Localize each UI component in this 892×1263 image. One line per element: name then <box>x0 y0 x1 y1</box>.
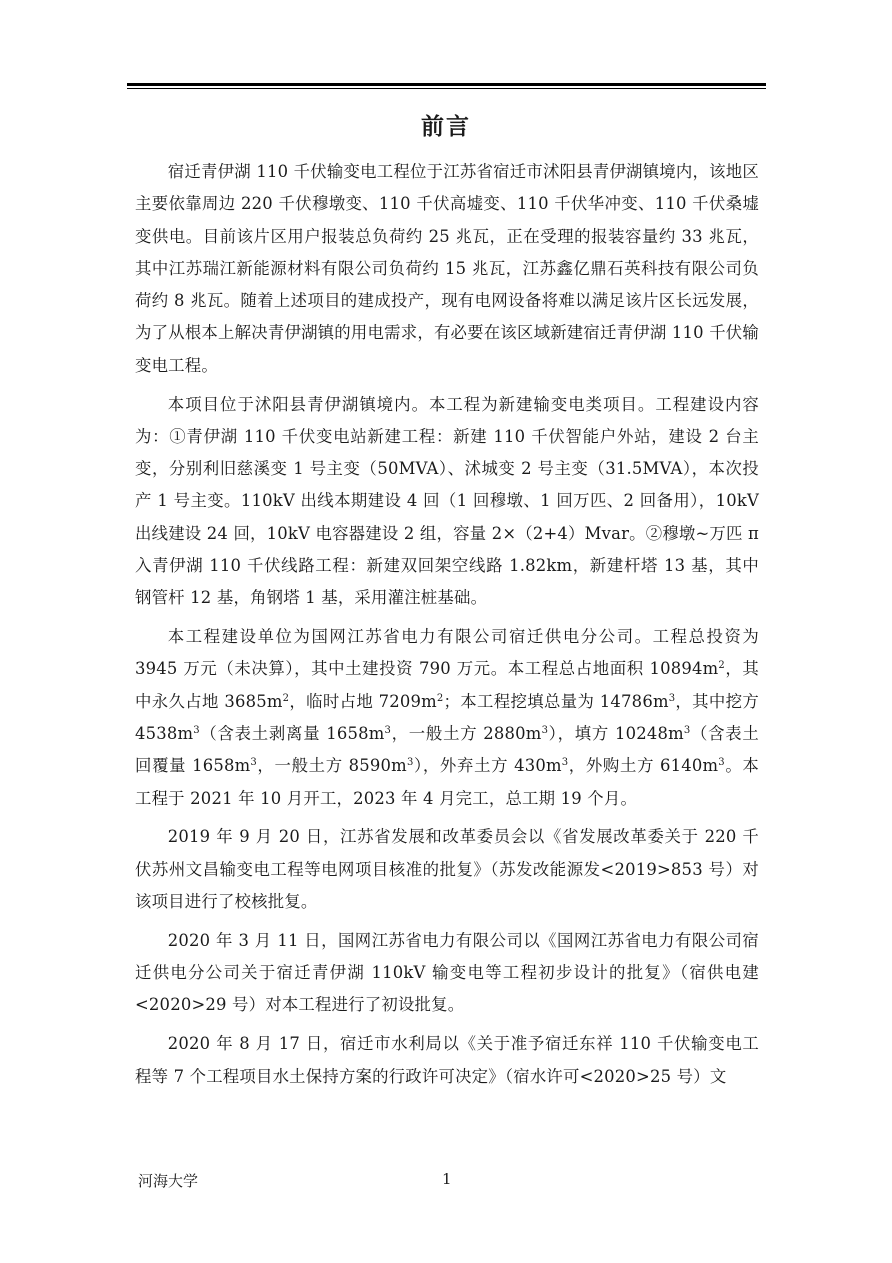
page-number: 1 <box>442 1170 452 1188</box>
paragraph-approval-2020-design: 2020 年 3 月 11 日，国网江苏省电力有限公司以《国网江苏省电力有限公司宿迁供电分公司关于宿迁青伊湖 110kV 输变电等工程初步设计的批复》（宿供电建<2020>29 号）对本工程进行了初设批复。 <box>135 930 759 1015</box>
unit-superscript: 3 <box>541 725 549 737</box>
paragraph-text-segment: ，临时占地 7209m <box>289 691 437 711</box>
body-text <box>135 156 759 1099</box>
unit-superscript: 2 <box>282 692 290 704</box>
paragraph-text-segment: 。本工程于 2021 年 10 月开工，2023 年 4 月完工，总工期 19 个月。 <box>135 756 760 808</box>
unit-superscript: 3 <box>406 757 414 769</box>
header-rule-thick <box>127 83 766 86</box>
paragraph-investment <box>135 621 759 815</box>
header-rule-thin <box>127 88 766 89</box>
page-title: 前言 <box>421 113 471 140</box>
paragraph-text-segment: ；本工程挖填总量为 14786m <box>443 691 669 711</box>
paragraph-approval-2019: 2019 年 9 月 20 日，江苏省发展和改革委员会以《省发展改革委关于 220 千伏苏州文昌输变电工程等电网项目核准的批复》（苏发改能源发<2019>853 号）对该项目进行了校核批复。 <box>135 827 759 912</box>
paragraph-text-segment: （含表土剥离量 1658m <box>199 724 385 744</box>
unit-superscript: 3 <box>683 725 691 737</box>
paragraph-construction-content: 本项目位于沭阳县青伊湖镇境内。本工程为新建输变电类项目。工程建设内容为：①青伊湖 110 千伏变电站新建工程：新建 110 千伏智能户外站，建设 2 台主变，分别利旧慈溪变 1 号主变（50MVA）、沭城变 2 号主变（31.5MVA），本次投产 1 号主变。110kV 出线本期建设 4 回（1 回穆墩、1 回万匹、2 回备用），10kV 出线建设 24 回，10kV 电容器建设 2 组，容量 2×（2+4）Mvar。②穆墩~万匹 π 入青伊湖 110 千伏线路工程：新建双回架空线路 1.82km，新建杆塔 13 基，其中钢管杆 12 基，角钢塔 1 基，采用灌注桩基础。 <box>135 394 759 608</box>
unit-superscript: 3 <box>250 757 257 769</box>
unit-superscript: 3 <box>193 725 200 737</box>
paragraph-text-segment: ，其中挖方 4538m <box>135 691 760 744</box>
paragraph-text-segment: ），填方 10248m <box>548 724 684 744</box>
unit-superscript: 3 <box>668 692 676 704</box>
paragraph-text-segment: ，一般土方 8590m <box>256 756 407 776</box>
unit-superscript: 3 <box>561 757 569 769</box>
paragraph-text-segment: ，外购土方 6140m <box>568 756 719 776</box>
footer-institution: 河海大学 <box>138 1172 199 1190</box>
paragraph-text-segment: ，其中永久占地 3685m <box>135 659 759 711</box>
unit-superscript: 3 <box>718 757 725 769</box>
paragraph-text-segment: ，一般土方 2880m <box>391 724 542 744</box>
unit-superscript: 2 <box>718 660 725 672</box>
paragraph-text-segment: ），外弃土方 430m <box>413 756 562 776</box>
paragraph-background: 宿迁青伊湖 110 千伏输变电工程位于江苏省宿迁市沭阳县青伊湖镇境内，该地区主要依靠周边 220 千伏穆墩变、110 千伏高墟变、110 千伏华冲变、110 千伏桑墟变供电。目前该片区用户报装总负荷约 25 兆瓦，正在受理的报装容量约 33 兆瓦，其中江苏瑞江新能源材料有限公司负荷约 15 兆瓦，江苏鑫亿鼎石英科技有限公司负荷约 8 兆瓦。随着上述项目的建成投产，现有电网设备将难以满足该片区长远发展，为了从根本上解决青伊湖镇的用电需求，有必要在该区域新建宿迁青伊湖 110 千伏输变电工程。 <box>135 162 759 375</box>
unit-superscript: 2 <box>436 692 444 704</box>
paragraph-text-segment: 本工程建设单位为国网江苏省电力有限公司宿迁供电分公司。工程总投资为 3945 万元（未决算），其中土建投资 790 万元。本工程总占地面积 10894m <box>135 627 759 679</box>
paragraph-text-segment: （含表土回覆量 1658m <box>135 724 759 776</box>
paragraph-approval-2020-soil: 2020 年 8 月 17 日，宿迁市水利局以《关于准予宿迁东祥 110 千伏输变电工程等 7 个工程项目水土保持方案的行政许可决定》（宿水许可<2020>25 号）文 <box>135 1034 759 1086</box>
unit-superscript: 3 <box>384 725 392 737</box>
